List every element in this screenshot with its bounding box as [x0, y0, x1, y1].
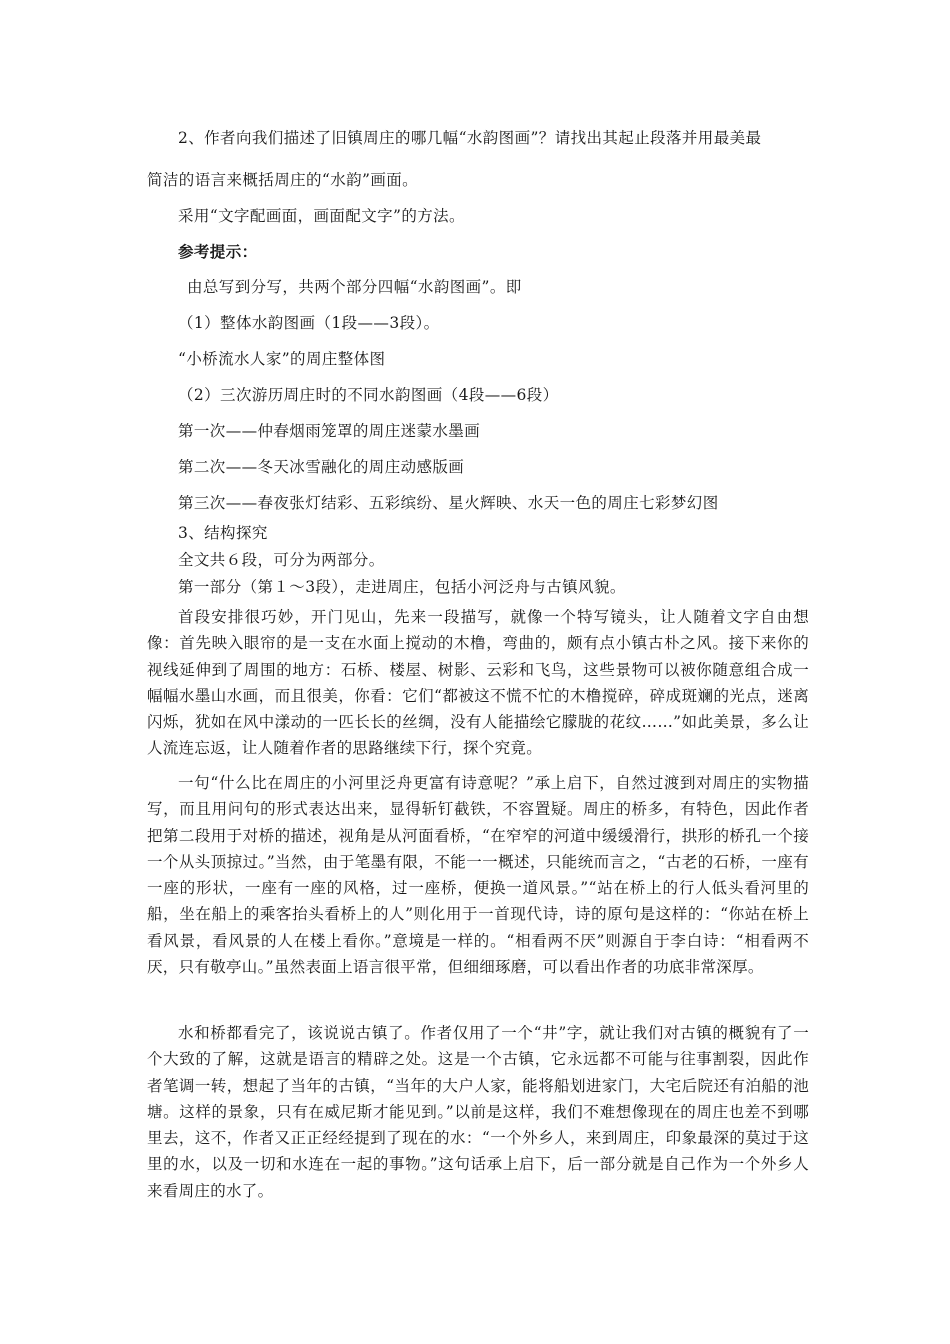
visit-1-line: 第一次——仲春烟雨笼罩的周庄迷蒙水墨画: [178, 422, 481, 440]
visit-3-line: 第三次——春夜张灯结彩、五彩缤纷、星火辉映、水天一色的周庄七彩梦幻图: [178, 494, 719, 512]
paragraph-3: 水和桥都看完了，该说说古镇了。作者仅用了一个“井”字，就让我们对古镇的概貌有了一个大致的了解，这就是语言的精辟之处。这是一个古镇，它永远都不可能与往事割裂，因此作者笔调一转，想起了当年的古镇，“当年的大户人家，能将船划进家门，大宅后院还有泊船的池塘。这样的景象，只有在威尼斯才能见到。”以前是这样，我们不难想像现在的周庄也差不到哪里去，这不，作者又正正经经提到了现在的水：“一个外乡人，来到周庄，印象最深的莫过于这里的水，以及一切和水连在一起的事物。”这句话承上启下，后一部分就是自己作为一个外乡人来看周庄的水了。: [147, 1024, 809, 1200]
question-2-line-2: 简洁的语言来概括周庄的“水韵”画面。: [147, 171, 419, 189]
question-2-line-1: 2、作者向我们描述了旧镇周庄的哪几幅“水韵图画”？请找出其起止段落并用最美最: [178, 129, 762, 147]
hint-label: 参考提示：: [178, 242, 258, 261]
paragraph-1: 首段安排很巧妙，开门见山，先来一段描写，就像一个特写镜头，让人随着文字自由想像：首先映入眼帘的是一支在水面上搅动的木橹，弯曲的，颇有点小镇古朴之风。接下来你的视线延伸到了周围的地方：石桥、楼屋、树影、云彩和飞鸟，这些景物可以被你随意组合成一幅幅水墨山水画，而且很美，你看：它们“都被这不慌不忙的木橹搅碎，碎成斑斓的光点，迷离闪烁，犹如在风中漾动的一匹长长的丝绸，没有人能描绘它朦胧的花纹……”如此美景，多么让人流连忘返，让人随着作者的思路继续下行，探个究竟。: [147, 608, 809, 758]
visit-2-line: 第二次——冬天冰雪融化的周庄动感版画: [178, 458, 465, 476]
paragraph-2: 一句“什么比在周庄的小河里泛舟更富有诗意呢？”承上启下，自然过渡到对周庄的实物描写，而且用问句的形式表达出来，显得斩钉截铁，不容置疑。周庄的桥多，有特色，因此作者把第二段用于对桥的描述，视角是从河面看桥，“在窄窄的河道中缓缓滑行，拱形的桥孔一个接一个从头顶掠过。”当然，由于笔墨有限，不能一一概述，只能统而言之，“古老的石桥，一座有一座的形状，一座有一座的风格，过一座桥，便换一道风景。”“站在桥上的行人低头看河里的船，坐在船上的乘客抬头看桥上的人”则化用于一首现代诗，诗的原句是这样的：“你站在桥上看风景，看风景的人在楼上看你。”意境是一样的。“相看两不厌”则源自于李白诗：“相看两不厌，只有敬亭山。”虽然表面上语言很平常，但细细琢磨，可以看出作者的功底非常深厚。: [147, 774, 809, 977]
question-3-title: 3、结构探究: [178, 524, 268, 542]
structure-total-line: 全文共６段，可分为两部分。: [178, 551, 385, 569]
overview-line: 由总写到分写，共两个部分四幅“水韵图画”。即: [187, 278, 522, 296]
method-line: 采用“文字配画面，画面配文字”的方法。: [178, 207, 465, 225]
section-1-line: 第一部分（第１～3段），走进周庄，包括小河泛舟与古镇风貌。: [178, 578, 626, 596]
part-1-description: “小桥流水人家”的周庄整体图: [178, 350, 386, 368]
part-2-title: （2）三次游历周庄时的不同水韵图画（4段——6段）: [178, 386, 559, 404]
part-1-title: （1）整体水韵图画（1段——3段）。: [178, 314, 440, 332]
